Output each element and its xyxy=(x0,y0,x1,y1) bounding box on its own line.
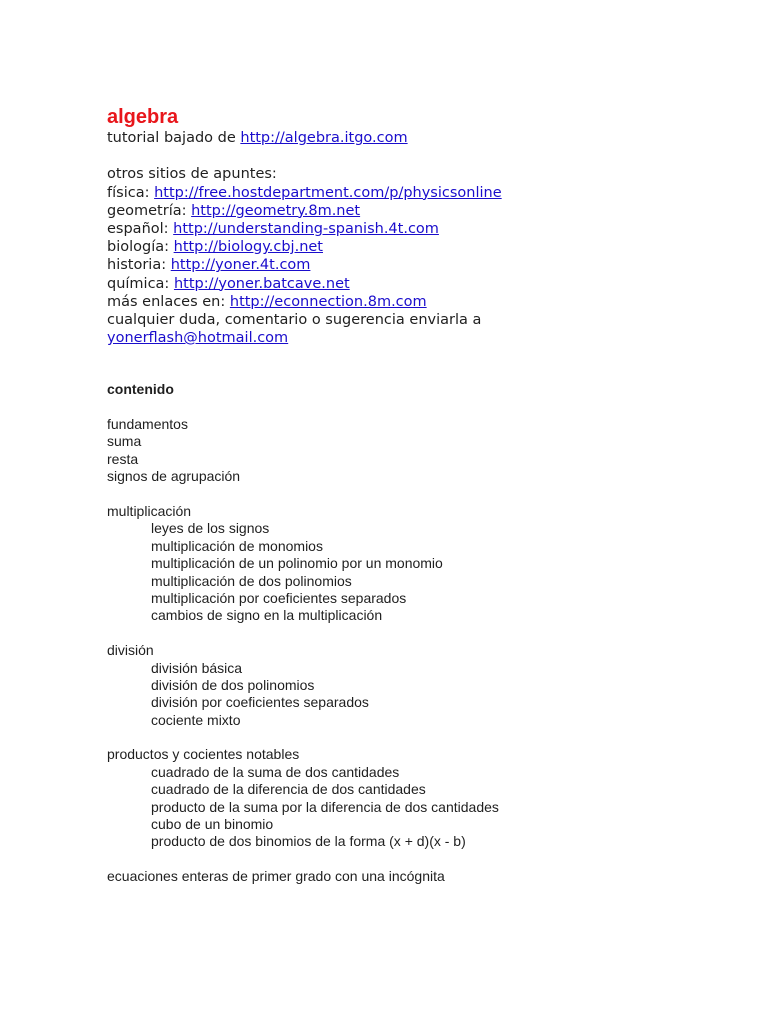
toc-subitem: cambios de signo en la multiplicación xyxy=(151,607,383,624)
site-label: español: xyxy=(107,220,174,237)
toc-subitem: multiplicación por coeficientes separados xyxy=(151,589,407,606)
toc-item: resta xyxy=(107,450,139,467)
site-item-historia xyxy=(107,256,747,274)
toc-item: suma xyxy=(107,433,142,450)
toc-subitem: multiplicación de monomios xyxy=(151,537,323,554)
contents-heading: contenido xyxy=(107,381,174,398)
site-label: física: xyxy=(107,184,155,201)
site-link-fisica[interactable]: http://free.hostdepartment.com/p/physicsonline xyxy=(154,184,502,201)
toc-subitem: multiplicación de un polinomio por un monomio xyxy=(151,555,443,572)
tutorial-link[interactable]: http://algebra.itgo.com xyxy=(240,130,408,146)
toc-subitem: leyes de los signos xyxy=(151,520,270,537)
site-link-historia[interactable]: http://yoner.4t.com xyxy=(170,257,311,274)
toc-subitem: división de dos polinomios xyxy=(151,676,315,693)
toc-subitem: producto de la suma por la diferencia de dos cantidades xyxy=(151,798,499,815)
site-link-biologia[interactable]: http://biology.cbj.net xyxy=(173,239,323,256)
site-label: geometría: xyxy=(107,202,192,219)
spacer xyxy=(107,486,747,503)
site-item-espanol xyxy=(107,220,747,238)
site-label: más enlaces en: xyxy=(107,293,230,310)
sites-heading: otros sitios de apuntes: xyxy=(107,166,277,183)
toc-subitem: cuadrado de la diferencia de dos cantidades xyxy=(151,781,426,798)
contact-text: cualquier duda, comentario o sugerencia enviarla a xyxy=(107,311,482,328)
site-link-mas-enlaces[interactable]: http://econnection.8m.com xyxy=(229,293,427,310)
site-item-geometria xyxy=(107,202,747,220)
contact-email-link[interactable]: yonerflash@hotmail.com xyxy=(107,330,289,347)
intro-block xyxy=(107,129,747,347)
toc-subitem: multiplicación de dos polinomios xyxy=(151,572,352,589)
spacer xyxy=(107,729,747,746)
toc-subitem: cubo de un binomio xyxy=(151,816,274,833)
toc-section-ecuaciones: ecuaciones enteras de primer grado con una incógnita xyxy=(107,868,445,885)
tutorial-line xyxy=(107,129,747,147)
toc-subitem: cociente mixto xyxy=(151,711,241,728)
site-label: biología: xyxy=(107,239,174,256)
toc-item: signos de agrupación xyxy=(107,468,241,485)
site-item-biologia xyxy=(107,238,747,256)
document-page xyxy=(107,105,747,886)
spacer xyxy=(107,851,747,868)
toc-section-multiplicacion: multiplicación xyxy=(107,502,192,519)
toc-section-productos: productos y cocientes notables xyxy=(107,746,300,763)
section-gap xyxy=(107,347,747,381)
toc-subitem: división por coeficientes separados xyxy=(151,694,369,711)
contact-email-line xyxy=(107,329,747,347)
site-item-mas-enlaces xyxy=(107,293,747,311)
document-title: algebra xyxy=(107,106,179,128)
toc-subitem: producto de dos binomios de la forma (x + d)(x - b) xyxy=(151,833,466,850)
site-link-geometria[interactable]: http://geometry.8m.net xyxy=(191,202,361,219)
spacer xyxy=(107,399,747,416)
toc-subitem: división básica xyxy=(151,659,243,676)
site-link-quimica[interactable]: http://yoner.batcave.net xyxy=(173,275,350,292)
site-item-fisica xyxy=(107,184,747,202)
spacer xyxy=(107,147,747,165)
site-label: química: xyxy=(107,275,174,292)
site-item-quimica xyxy=(107,275,747,293)
toc-subitem: cuadrado de la suma de dos cantidades xyxy=(151,763,400,780)
site-label: historia: xyxy=(107,257,171,274)
tutorial-prefix: tutorial bajado de xyxy=(107,130,241,146)
toc-item: fundamentos xyxy=(107,416,188,433)
contents-block xyxy=(107,381,747,885)
site-link-espanol[interactable]: http://understanding-spanish.4t.com xyxy=(173,220,439,237)
toc-section-division: división xyxy=(107,642,154,659)
spacer xyxy=(107,625,747,642)
